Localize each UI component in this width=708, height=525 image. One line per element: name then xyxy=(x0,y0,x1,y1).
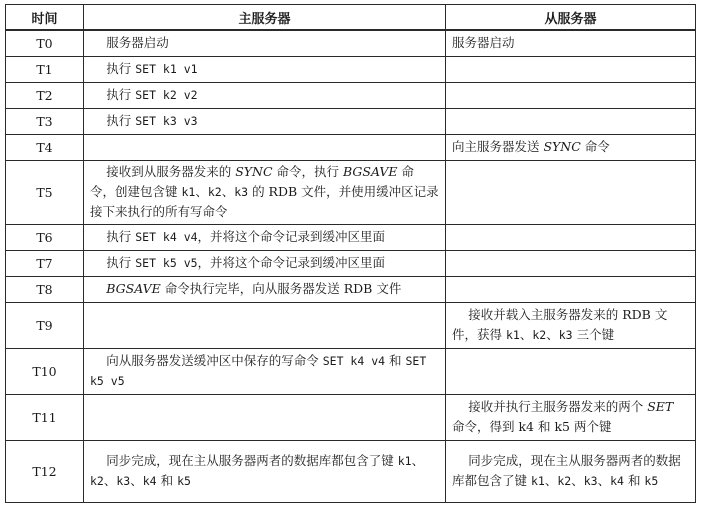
cell-text: 执行 xyxy=(106,229,136,244)
table-row xyxy=(6,56,696,82)
cell-text: ，并将这个命令记录到缓冲区里面 xyxy=(197,229,386,244)
slave-cell xyxy=(446,160,696,224)
time-cell: T9 xyxy=(6,302,84,348)
code-text: k5 xyxy=(644,474,659,488)
slave-cell xyxy=(446,134,696,160)
code-text: k5 xyxy=(177,474,191,488)
table-row xyxy=(6,160,696,224)
code-text: SET k3 v3 xyxy=(135,114,198,128)
slave-cell xyxy=(446,302,696,348)
slave-cell xyxy=(446,82,696,108)
cell-text: 三个键 xyxy=(572,327,615,342)
cell-text: ，并将这个命令记录到缓冲区里面 xyxy=(197,255,386,270)
time-cell: T3 xyxy=(6,108,84,134)
emphasis-text: SET xyxy=(647,399,674,414)
time-cell: T7 xyxy=(6,250,84,276)
code-text: SET k1 v1 xyxy=(135,62,198,76)
table-row xyxy=(6,394,696,440)
slave-cell xyxy=(446,108,696,134)
time-cell: T10 xyxy=(6,348,84,394)
slave-cell xyxy=(446,56,696,82)
emphasis-text: SYNC xyxy=(235,164,273,179)
table-row xyxy=(6,348,696,394)
master-cell xyxy=(84,134,446,160)
cell-text: 的 RDB 文件，并使用缓冲区记录接下来执行的所有写命令 xyxy=(90,184,439,219)
master-cell xyxy=(84,56,446,82)
cell-text: 命令执行完毕，向从服务器发送 RDB 文件 xyxy=(160,281,402,296)
table-row xyxy=(6,134,696,160)
cell-text: 接收并执行主服务器发来的两个 xyxy=(468,399,648,414)
cell-text: 、 xyxy=(221,184,235,199)
table-row xyxy=(6,30,696,56)
master-cell xyxy=(84,160,446,224)
code-text: k4 xyxy=(142,474,157,488)
master-cell xyxy=(84,348,446,394)
emphasis-text: SYNC xyxy=(543,139,581,154)
cell-text: 向主服务器发送 xyxy=(452,139,544,154)
slave-cell xyxy=(446,30,696,56)
code-text: k3 xyxy=(116,474,131,488)
table-row xyxy=(6,82,696,108)
time-cell: T6 xyxy=(6,224,84,250)
code-text: k1 xyxy=(397,454,412,468)
code-text: k3 xyxy=(234,185,249,199)
cell-text: 和 xyxy=(156,473,178,488)
slave-cell xyxy=(446,276,696,302)
master-cell xyxy=(84,250,446,276)
header-time: 时间 xyxy=(6,5,84,31)
code-text: k2 xyxy=(557,474,572,488)
cell-text: 、 xyxy=(571,473,584,488)
code-text: k3 xyxy=(583,474,598,488)
code-text: k3 xyxy=(558,328,573,342)
table-row xyxy=(6,276,696,302)
code-text: SET k5 v5 xyxy=(135,256,198,270)
table-row xyxy=(6,224,696,250)
time-cell: T0 xyxy=(6,30,84,56)
cell-text: 服务器启动 xyxy=(106,35,169,51)
time-cell: T8 xyxy=(6,276,84,302)
code-text: k2 xyxy=(90,474,104,488)
code-text: k2 xyxy=(207,185,222,199)
cell-text: 、 xyxy=(195,184,208,199)
code-text: SET k4 v4 xyxy=(322,354,386,368)
cell-text: 执行 xyxy=(106,87,136,102)
cell-text: 、 xyxy=(103,473,117,488)
time-cell: T4 xyxy=(6,134,84,160)
cell-text: 命令 xyxy=(580,139,610,154)
cell-text: 同步完成，现在主从服务器两者的数据库都包含了键 xyxy=(106,453,398,468)
master-cell xyxy=(84,30,446,56)
master-cell xyxy=(84,108,446,134)
code-text: k2 xyxy=(532,328,547,342)
table-row xyxy=(6,250,696,276)
code-text: k4 xyxy=(610,474,624,488)
code-text: k1 xyxy=(530,474,545,488)
code-text: SET k4 v4 xyxy=(135,230,198,244)
cell-text: 、 xyxy=(546,327,559,342)
master-cell xyxy=(84,276,446,302)
table-row xyxy=(6,108,696,134)
cell-text: 接收并载入主服务器发来的 RDB 文件，获得 xyxy=(452,307,668,342)
emphasis-text: BGSAVE xyxy=(343,164,398,179)
header-master: 主服务器 xyxy=(84,5,446,31)
time-cell: T5 xyxy=(6,160,84,224)
cell-text: 和 xyxy=(623,473,645,488)
slave-cell xyxy=(446,348,696,394)
cell-text: 、 xyxy=(597,473,611,488)
cell-text: 命令，得到 k4 和 k5 两个键 xyxy=(452,419,612,434)
master-cell xyxy=(84,224,446,250)
cell-text: 、 xyxy=(519,327,533,342)
slave-cell xyxy=(446,224,696,250)
master-cell xyxy=(84,82,446,108)
table-row xyxy=(6,302,696,348)
header-slave: 从服务器 xyxy=(446,5,696,31)
master-cell xyxy=(84,302,446,348)
cell-text: 同步完成，现在主从服务器两者的数据库都包含了键 xyxy=(452,453,681,488)
code-text: k1 xyxy=(505,328,520,342)
cell-text: 和 xyxy=(385,353,406,368)
cell-text: 执行 xyxy=(106,61,136,76)
cell-text: 接收到从服务器发来的 xyxy=(106,164,236,179)
cell-text: 命令，执行 xyxy=(272,164,344,179)
cell-text: 、 xyxy=(130,473,143,488)
cell-text: 、 xyxy=(411,453,425,468)
code-text: SET k2 v2 xyxy=(135,88,198,102)
time-cell: T2 xyxy=(6,82,84,108)
cell-text: 向从服务器发送缓冲区中保存的写命令 xyxy=(106,353,323,368)
time-cell: T12 xyxy=(6,440,84,502)
emphasis-text: BGSAVE xyxy=(106,281,161,296)
table-row xyxy=(6,440,696,502)
slave-cell xyxy=(446,394,696,440)
cell-text: 服务器启动 xyxy=(452,35,515,51)
master-cell xyxy=(84,440,446,502)
time-cell: T1 xyxy=(6,56,84,82)
slave-cell xyxy=(446,440,696,502)
cell-text: 、 xyxy=(544,473,558,488)
cell-text: 命令，创建包含键 xyxy=(90,164,415,199)
slave-cell xyxy=(446,250,696,276)
cell-text: 执行 xyxy=(106,113,136,128)
header-row xyxy=(6,5,696,31)
time-cell: T11 xyxy=(6,394,84,440)
code-text: k1 xyxy=(181,185,196,199)
sync-timeline-table xyxy=(5,4,696,503)
cell-text: 执行 xyxy=(106,255,136,270)
code-text: SET k5 v5 xyxy=(90,354,427,388)
master-cell xyxy=(84,394,446,440)
